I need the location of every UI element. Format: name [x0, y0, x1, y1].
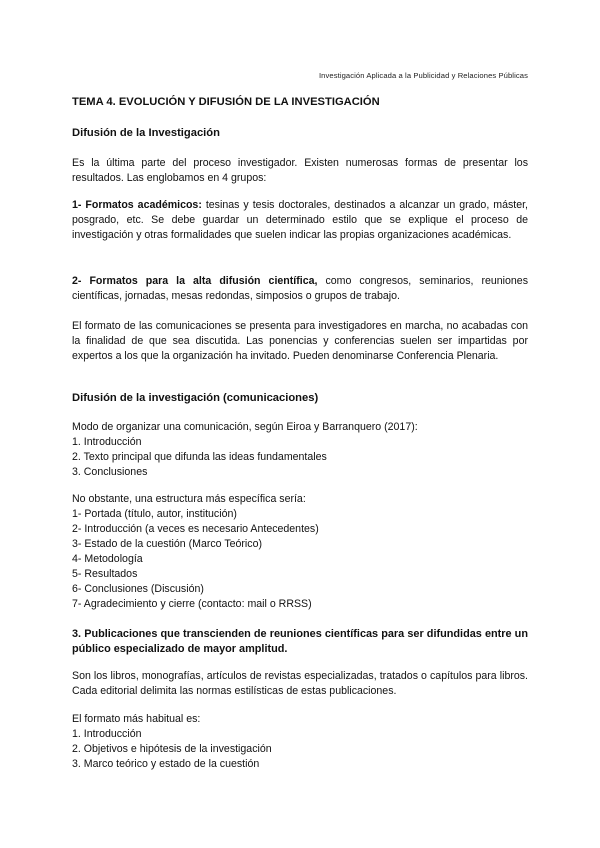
list-item: 1- Portada (título, autor, institución)	[72, 508, 237, 520]
formato-intro: El formato más habitual es:	[72, 713, 201, 725]
list-item: 1. Introducción	[72, 728, 142, 740]
publicaciones-paragraph: Son los libros, monografías, artículos de revistas especializadas, tratados o capítulos para libros. Cada editorial delimita las normas estilísticas de estas publicaciones.	[72, 670, 528, 698]
list-item: 2. Texto principal que difunda las ideas fundamentales	[72, 451, 327, 463]
list-item: 2- Introducción (a veces es necesario Antecedentes)	[72, 523, 319, 535]
estructura-intro: No obstante, una estructura más específica sería:	[72, 493, 306, 505]
section-heading-publicaciones: 3. Publicaciones que transcienden de reuniones científicas para ser difundidas entre un público especializado de mayor amplitud.	[72, 628, 528, 656]
intro-paragraph: Es la última parte del proceso investigador. Existen numerosas formas de presentar los resultados. Las englobamos en 4 grupos:	[72, 157, 528, 185]
list-item: 6- Conclusiones (Discusión)	[72, 583, 204, 595]
list-item: 3. Conclusiones	[72, 466, 148, 478]
list-item: 3. Marco teórico y estado de la cuestión	[72, 758, 260, 770]
list-item: 4- Metodología	[72, 553, 143, 565]
running-header: Investigación Aplicada a la Publicidad y Relaciones Públicas	[318, 71, 528, 80]
section-heading-difusion: Difusión de la Investigación	[72, 127, 220, 139]
alta-difusion-label: 2- Formatos para la alta difusión científica,	[72, 275, 318, 287]
formatos-academicos-label: 1- Formatos académicos:	[72, 199, 202, 211]
section-heading-comunicaciones: Difusión de la investigación (comunicaciones)	[72, 392, 319, 404]
formatos-academicos-text: tesinas y tesis doctorales, destinados a alcanzar un grado, máster, posgrado, etc. Se debe guardar un determinado estilo que se explique el proceso de investigación y otras formalidades que suelen indicar las propias organizaciones académicas.	[72, 199, 528, 242]
list-item: 5- Resultados	[72, 568, 138, 580]
alta-difusion-paragraph	[72, 274, 528, 304]
list-item: 7- Agradecimiento y cierre (contacto: mail o RRSS)	[72, 598, 312, 610]
list-item: 2. Objetivos e hipótesis de la investigación	[72, 743, 272, 755]
formatos-academicos-paragraph	[72, 198, 528, 244]
page-title: TEMA 4. EVOLUCIÓN Y DIFUSIÓN DE LA INVESTIGACIÓN	[72, 96, 380, 108]
comunicacion-intro: Modo de organizar una comunicación, según Eiroa y Barranquero (2017):	[72, 421, 418, 433]
comunicaciones-paragraph: El formato de las comunicaciones se presenta para investigadores en marcha, no acabadas con la finalidad de que sea discutida. Las ponencias y conferencias suelen ser impartidas por expertos a los que la organización ha invitado. Pueden denominarse Conferencia Plenaria.	[72, 320, 528, 363]
alta-difusion-text: como congresos, seminarios, reuniones científicas, jornadas, mesas redondas, simposios o grupos de trabajo.	[72, 275, 528, 303]
list-item: 3- Estado de la cuestión (Marco Teórico)	[72, 538, 262, 550]
list-item: 1. Introducción	[72, 436, 142, 448]
